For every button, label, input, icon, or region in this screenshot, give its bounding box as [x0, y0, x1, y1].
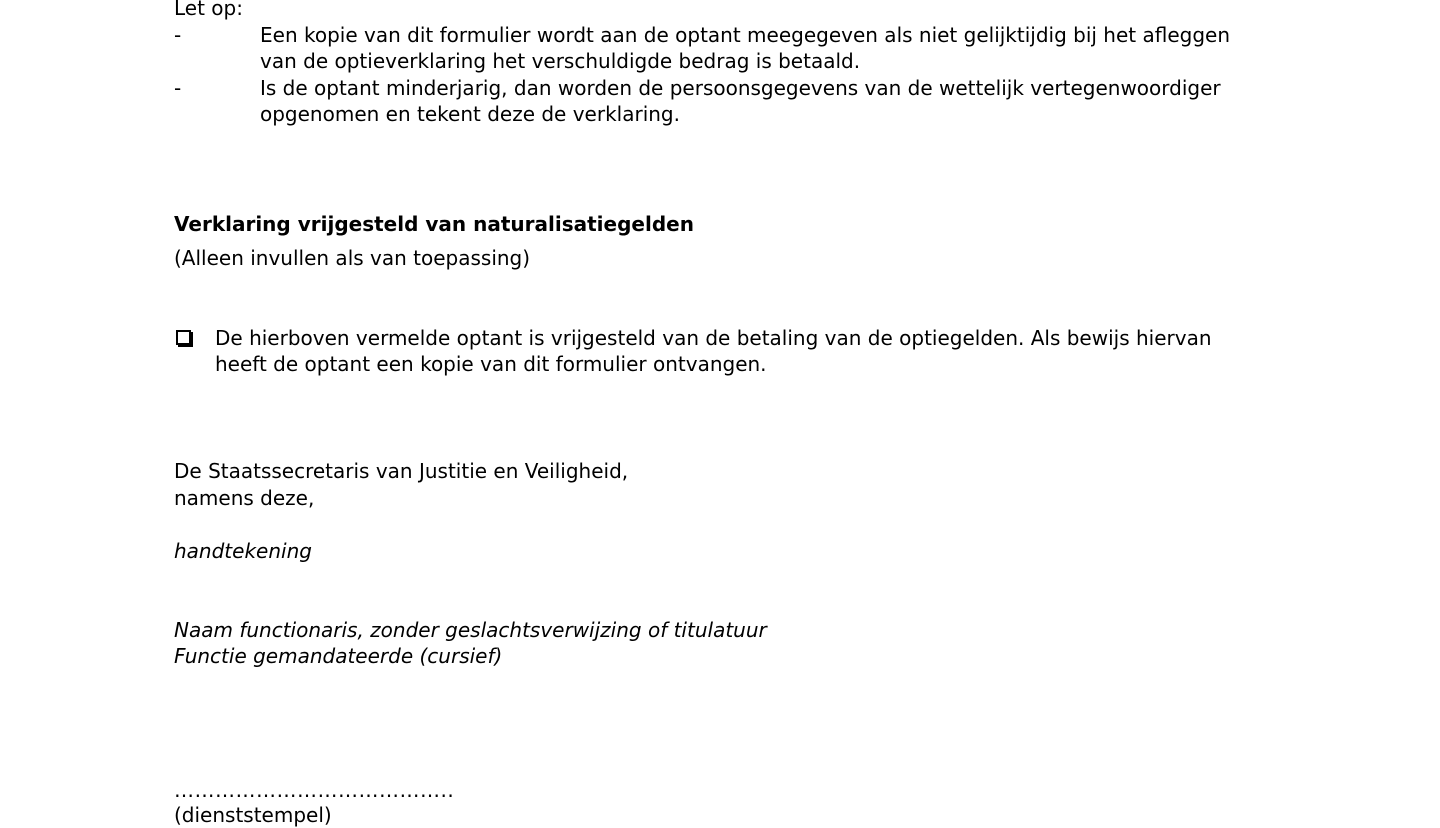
exemption-checkbox[interactable]: [176, 330, 191, 345]
stamp-dotted-line: …………………………………..: [174, 778, 455, 802]
exemption-subheading: (Alleen invullen als van toepassing): [174, 246, 531, 270]
authority-line: De Staatssecretaris van Justitie en Veiligheid,: [174, 459, 629, 483]
note-item-text: Een kopie van dit formulier wordt aan de optant meegegeven als niet gelijktijdig bij het afleggen van de optieverklaring het verschuldigde bedrag is betaald.: [260, 23, 1231, 73]
official-name: Naam functionaris, zonder geslachtsverwijzing of titulatuur: [174, 618, 767, 642]
signature-label: handtekening: [174, 539, 312, 563]
on-behalf-line: namens deze,: [174, 486, 315, 510]
note-item-marker: -: [174, 76, 182, 100]
stamp-label: (dienststempel): [174, 803, 332, 827]
official-function: Functie gemandateerde (cursief): [174, 644, 503, 668]
note-item-marker: -: [174, 23, 182, 47]
exemption-heading: Verklaring vrijgesteld van naturalisatiegelden: [174, 212, 694, 236]
note-item-text: Is de optant minderjarig, dan worden de persoonsgegevens van de wettelijk vertegenwoordiger opgenomen en tekent deze de verklaring.: [260, 76, 1221, 126]
exemption-checkbox-label: De hierboven vermelde optant is vrijgesteld van de betaling van de optiegelden. Als bewijs hiervan heeft de optant een kopie van dit formulier ontvangen.: [215, 326, 1212, 376]
note-intro: Let op:: [174, 0, 243, 20]
